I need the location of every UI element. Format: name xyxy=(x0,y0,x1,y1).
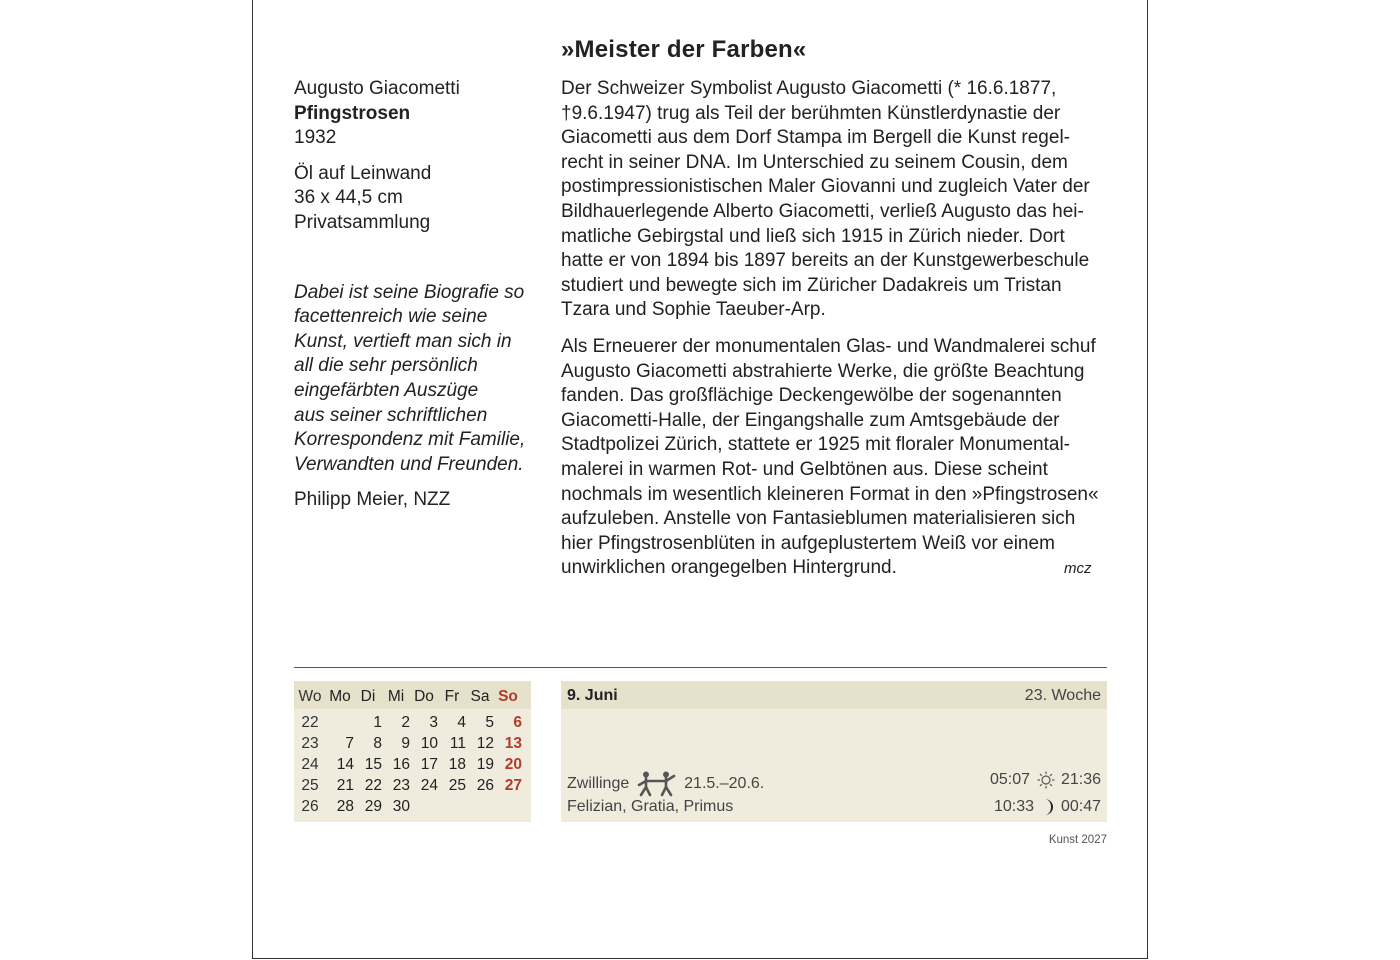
sunday-cell: 20 xyxy=(504,755,522,773)
day-cell: 8 xyxy=(373,734,382,752)
week-number: 26 xyxy=(301,797,319,815)
day-cell: 16 xyxy=(392,755,410,773)
article-paragraph-2: Als Erneuerer der monumentalen Glas- und Wandmalerei schuf Augusto Giacometti abstrahierte Werke, die größte Beachtung fanden. Das großflächige Deckengewölbe der sogenannten Giacometti-Halle, der Eingangshalle zum Amtsgebäude der Stadtpolizei Zürich, stattete er 1925 mit floraler Monumental- malerei in warmen Rot- und Gelbtönen aus. Diese scheint nochmals im wesentlich kleineren Format in den »Pfingstrosen« aufzuleben. Anstelle von Fantasieblumen materialisieren sich hier Pfingstrosenblüten in aufgeplustertem Weiß vor einem unwirklichen orangegelben Hintergrund. xyxy=(561,335,1099,579)
day-cell: 28 xyxy=(336,797,354,815)
week-row xyxy=(294,796,522,817)
day-cell: 26 xyxy=(476,776,494,794)
mini-calendar xyxy=(294,681,531,822)
quote-text: Dabei ist seine Biografie so facettenreich wie seine Kunst, vertieft man sich in all die sehr persönlich eingefärbten Auszüge aus seiner schriftlichen Korrespondenz mit Familie, Verwandten und Freunden. xyxy=(294,281,526,475)
zodiac-info xyxy=(567,771,764,797)
day-cell: 15 xyxy=(364,755,382,773)
artwork-medium: Öl auf Leinwand xyxy=(294,162,432,184)
artwork-title: Pfingstrosen xyxy=(294,102,411,124)
week-number: 23 xyxy=(301,734,319,752)
article-paragraph-1: Der Schweizer Symbolist Augusto Giacometti (* 16.6.1877, †9.6.1947) trug als Teil der berühmten Künstlerdynastie der Giacometti aus dem Dorf Stampa im Bergell die Kunst regel- recht in seiner DNA. Im Unterschied zu seinem Cousin, dem postimpressionistischen Maler Giovanni und zugleich Vater der Bildhauerlegende Alberto Giacometti, verließ Augusto das hei- matliche Gebirgstal und ließ sich 1915 in Zürich nieder. Dort hatte er von 1894 bis 1897 bereits an der Kunstgewerbeschule studiert und bewegte sich im Züricher Dadakreis um Tristan Tzara und Sophie Taeuber-Arp. xyxy=(561,78,1090,321)
day-cell: 2 xyxy=(401,713,410,731)
artwork-collection: Privatsammlung xyxy=(294,211,431,233)
divider xyxy=(294,667,1107,668)
day-cell: 12 xyxy=(476,734,494,752)
day-panel xyxy=(561,681,1107,822)
sunday-cell: 13 xyxy=(504,734,522,752)
weekday-header: Fr xyxy=(444,688,460,705)
moonset-time: 00:47 xyxy=(1060,798,1101,816)
day-cell: 5 xyxy=(485,713,494,731)
week-row xyxy=(294,754,522,775)
weekday-header: Mo xyxy=(329,688,351,705)
day-cell: 24 xyxy=(420,776,438,794)
weekday-header: Di xyxy=(360,688,376,705)
day-cell: 30 xyxy=(392,797,410,815)
artwork-year: 1932 xyxy=(294,127,337,149)
day-cell: 29 xyxy=(364,797,382,815)
day-date: 9. Juni xyxy=(567,687,618,704)
moon-icon xyxy=(1041,798,1055,816)
moon-times xyxy=(994,798,1101,816)
week-number-label: 23. Woche xyxy=(1024,687,1101,704)
zodiac-range: 21.5.–20.6. xyxy=(684,775,765,793)
artwork-artist: Augusto Giacometti xyxy=(294,78,460,99)
day-cell: 17 xyxy=(420,755,438,773)
calendar-label: Kunst 2027 xyxy=(1048,834,1107,846)
week-number: 25 xyxy=(301,776,319,794)
day-cell: 3 xyxy=(429,713,438,731)
day-cell: 11 xyxy=(449,734,466,752)
day-cell: 14 xyxy=(336,755,354,773)
day-cell: 7 xyxy=(345,734,354,752)
mini-calendar-weekday-row xyxy=(294,685,522,712)
article-body xyxy=(561,77,1111,581)
sun-icon xyxy=(1037,771,1055,789)
day-cell xyxy=(466,796,494,817)
day-cell: 18 xyxy=(448,755,466,773)
day-cell: 23 xyxy=(392,776,410,794)
day-cell: 19 xyxy=(476,755,494,773)
article-heading: »Meister der Farben« xyxy=(561,36,807,63)
weekday-header: Wo xyxy=(298,688,322,705)
week-row xyxy=(294,712,522,733)
weekday-header: Sa xyxy=(470,688,490,705)
weekday-header: Do xyxy=(414,688,434,705)
day-cell: 1 xyxy=(373,713,382,731)
day-cell xyxy=(326,712,354,733)
sunday-cell xyxy=(494,796,522,817)
day-cell xyxy=(438,796,466,817)
gemini-icon xyxy=(636,771,678,797)
sun-times xyxy=(990,771,1101,789)
day-cell: 4 xyxy=(457,713,466,731)
artwork-info xyxy=(294,77,544,513)
moonrise-time: 10:33 xyxy=(994,798,1035,816)
day-cell: 21 xyxy=(336,776,354,794)
week-number: 22 xyxy=(301,713,319,731)
day-cell: 9 xyxy=(401,734,410,752)
week-row xyxy=(294,775,522,796)
sunset-time: 21:36 xyxy=(1060,771,1101,789)
day-cell xyxy=(410,796,438,817)
week-number: 24 xyxy=(301,755,319,773)
name-days: Felizian, Gratia, Primus xyxy=(567,798,734,815)
sunday-cell: 6 xyxy=(513,713,522,731)
mini-calendar-grid xyxy=(294,685,522,817)
article-signature: mcz xyxy=(1064,560,1092,577)
quote-source: Philipp Meier, NZZ xyxy=(294,489,451,511)
week-row xyxy=(294,733,522,754)
weekday-header: Mi xyxy=(387,688,405,705)
sunday-cell: 27 xyxy=(504,776,522,794)
sunrise-time: 05:07 xyxy=(990,771,1031,789)
weekday-header-sunday: So xyxy=(498,688,518,705)
artwork-dimensions: 36 x 44,5 cm xyxy=(294,187,403,209)
day-cell: 10 xyxy=(420,734,438,752)
day-cell: 22 xyxy=(364,776,382,794)
day-cell: 25 xyxy=(448,776,466,794)
zodiac-name: Zwillinge xyxy=(567,775,630,793)
